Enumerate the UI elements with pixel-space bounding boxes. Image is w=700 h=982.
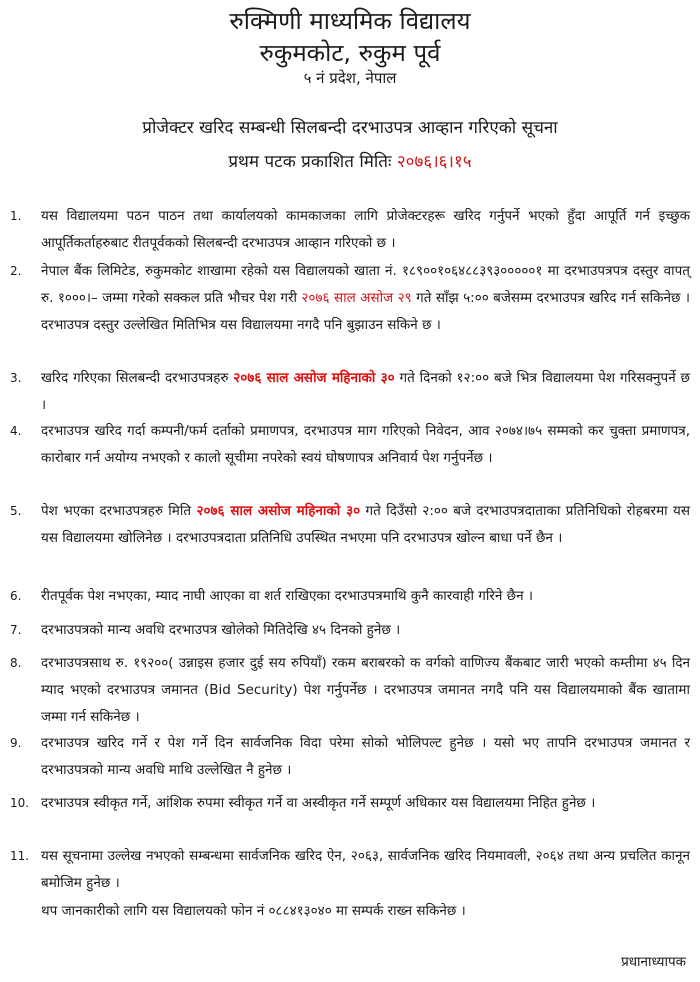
item-number: 3. (10, 371, 22, 385)
item-text-before: दरभाउपत्रसाथ रु. १९२००( उन्नाइस हजार दुई सय रुपियाँ) रकम बराबरको क वर्गको वाणिज्य बैंकबाट जारी भएको कम्तीमा ४५ दिन म्याद भएको दरभाउपत्र जमानत (Bid Security) पेश गर्नुपर्नेछ । दरभाउपत्र जमानत नगदै पनि यस विद्यालयमाको बैंक खातामा जम्मा गर्न सकिनेछ । (41, 655, 690, 725)
list-item (10, 258, 690, 339)
item-number: 9. (10, 736, 22, 750)
item-number: 7. (10, 623, 22, 637)
list-item (10, 418, 690, 472)
item-number: 2. (10, 264, 22, 278)
item-highlight: २०७६ साल असोज २९ (301, 290, 412, 306)
item-number: 4. (10, 424, 22, 438)
list-item (10, 730, 690, 784)
item-text (41, 418, 690, 472)
item-text-before: पेश भएका दरभाउपत्रहरु मिति (41, 503, 197, 519)
item-number: 5. (10, 504, 22, 518)
item-text (41, 258, 690, 339)
item-text-before: दरभाउपत्र खरिद गर्ने र पेश गर्ने दिन सार्वजनिक विदा परेमा सोको भोलिपल्ट हुनेछ । यसो भए तापनि दरभाउपत्र जमानत र दरभाउपत्रको मान्य अवधि माथि उल्लेखित नै हुनेछ । (41, 735, 690, 778)
item-text (41, 365, 690, 419)
list-item (10, 365, 690, 419)
item-text-before: यस सूचनामा उल्लेख नभएको सम्बन्धमा सार्वजनिक खरिद ऐन, २०६३, सार्वजनिक खरिद नियमावली, २०६४ तथा अन्य प्रचलित कानून बमोजिम हुनेछ । (41, 848, 690, 891)
contact-note: थप जानकारीको लागि यस विद्यालयको फोन नं ०८८४१३०४० मा सम्पर्क राख्न सकिनेछ । (41, 903, 466, 919)
item-number: 11. (10, 849, 30, 863)
item-number: 10. (10, 796, 30, 810)
item-text (41, 498, 690, 552)
item-text-before: दरभाउपत्र स्वीकृत गर्ने, आंशिक रुपमा स्वीकृत गर्ने वा अस्वीकृत गर्ने सम्पूर्ण अधिकार यस विद्यालयमा निहित हुनेछ । (41, 795, 596, 811)
item-number: 1. (10, 209, 22, 223)
item-text-before: दरभाउपत्र खरिद गर्दा कम्पनी/फर्म दर्ताको प्रमाणपत्र, दरभाउपत्र माग गरिएको निवेदन, आव २०७४।७५ सम्मको कर चुक्ता प्रमाणपत्र, कारोबार गर्न अयोग्य नभएको र कालो सूचीमा नपरेको स्वयं घोषणापत्र अनिवार्य पेश गर्नुपर्नेछ । (41, 423, 690, 466)
list-item (10, 790, 690, 817)
item-text (41, 583, 690, 610)
item-highlight: २०७६ साल असोज महिनाको ३० (233, 370, 395, 386)
item-number: 6. (10, 589, 22, 603)
published-line (0, 150, 700, 174)
item-text (41, 730, 690, 784)
item-text-before: दरभाउपत्रको मान्य अवधि दरभाउपत्र खोलेको मितिदेखि ४५ दिनको हुनेछ । (41, 622, 401, 638)
item-text (41, 843, 690, 897)
item-text-before: नेपाल बैंक लिमिटेड, रुकुमकोट शाखामा रहेको यस विद्यालयको खाता नं. १८९००१०६४८८३९३०००००१ मा दरभाउपत्रपत्र दस्तुर वापत् रु. १०००।– जम्मा गरेको सक्कल प्रति भौचर पेश गरी (41, 263, 690, 306)
item-text-before: खरिद गरिएका सिलबन्दी दरभाउपत्रहरु (41, 370, 234, 386)
list-item (10, 583, 690, 610)
list-item (10, 617, 690, 644)
list-item (10, 650, 690, 731)
item-text (41, 203, 690, 257)
item-text (41, 617, 690, 644)
published-label: प्रथम पटक प्रकाशित मितिः (228, 152, 392, 172)
item-text-after: गते दिउँसो २:०० बजे दरभाउपत्रदाताका प्रतिनिधिको रोहबरमा यस यस विद्यालयमा खोलिनेछ । दरभाउपत्रदाता प्रतिनिधि उपस्थित नभएमा पनि दरभाउपत्र खोल्न बाधा पर्ने छैन । (41, 503, 690, 546)
item-text (41, 650, 690, 731)
item-number: 8. (10, 656, 22, 670)
list-item (10, 203, 690, 257)
item-text-before: रीतपूर्वक पेश नभएका, म्याद नाघी आएका वा शर्त राखिएका दरभाउपत्रमाथि कुनै कारवाही गरिने छैन । (41, 588, 534, 604)
list-item (10, 843, 690, 897)
school-address: रुकुमकोट, रुकुम पूर्व (259, 39, 441, 67)
item-text-before: यस विद्यालयमा पठन पाठन तथा कार्यालयको कामकाजका लागि प्रोजेक्टरहरू खरिद गर्नुपर्ने भएको हुँदा आपूर्ति गर्न इच्छुक आपूर्तिकर्ताहरुबाट रीतपूर्वकको सिलबन्दी दरभाउपत्र आव्हान गरिएको छ । (41, 208, 690, 251)
published-date: २०७६।६।१५ (396, 152, 472, 172)
contact-note-block (10, 898, 690, 925)
signature: प्रधानाध्यापक (621, 954, 686, 970)
province: ५ नं प्रदेश, नेपाल (303, 69, 397, 87)
item-text-after: गते दिनको १२:०० बजे भित्र विद्यालयमा पेश गरिसक्नुपर्ने छ । (41, 370, 690, 413)
item-highlight: २०७६ साल असोज महिनाको ३० (196, 503, 361, 519)
list-item (10, 498, 690, 552)
item-text-after: गते साँझ ५:०० बजेसम्म दरभाउपत्र खरिद गर्न सकिनेछ । दरभाउपत्र दस्तुर उल्लेखित मितिभित्र यस विद्यालयमा नगदै पनि बुझाउन सकिने छ । (41, 290, 690, 333)
notice-title: प्रोजेक्टर खरिद सम्बन्धी सिलबन्दी दरभाउपत्र आव्हान गरिएको सूचना (142, 118, 558, 138)
item-text (41, 790, 690, 817)
school-name: रुक्मिणी माध्यमिक विद्यालय (229, 7, 471, 35)
